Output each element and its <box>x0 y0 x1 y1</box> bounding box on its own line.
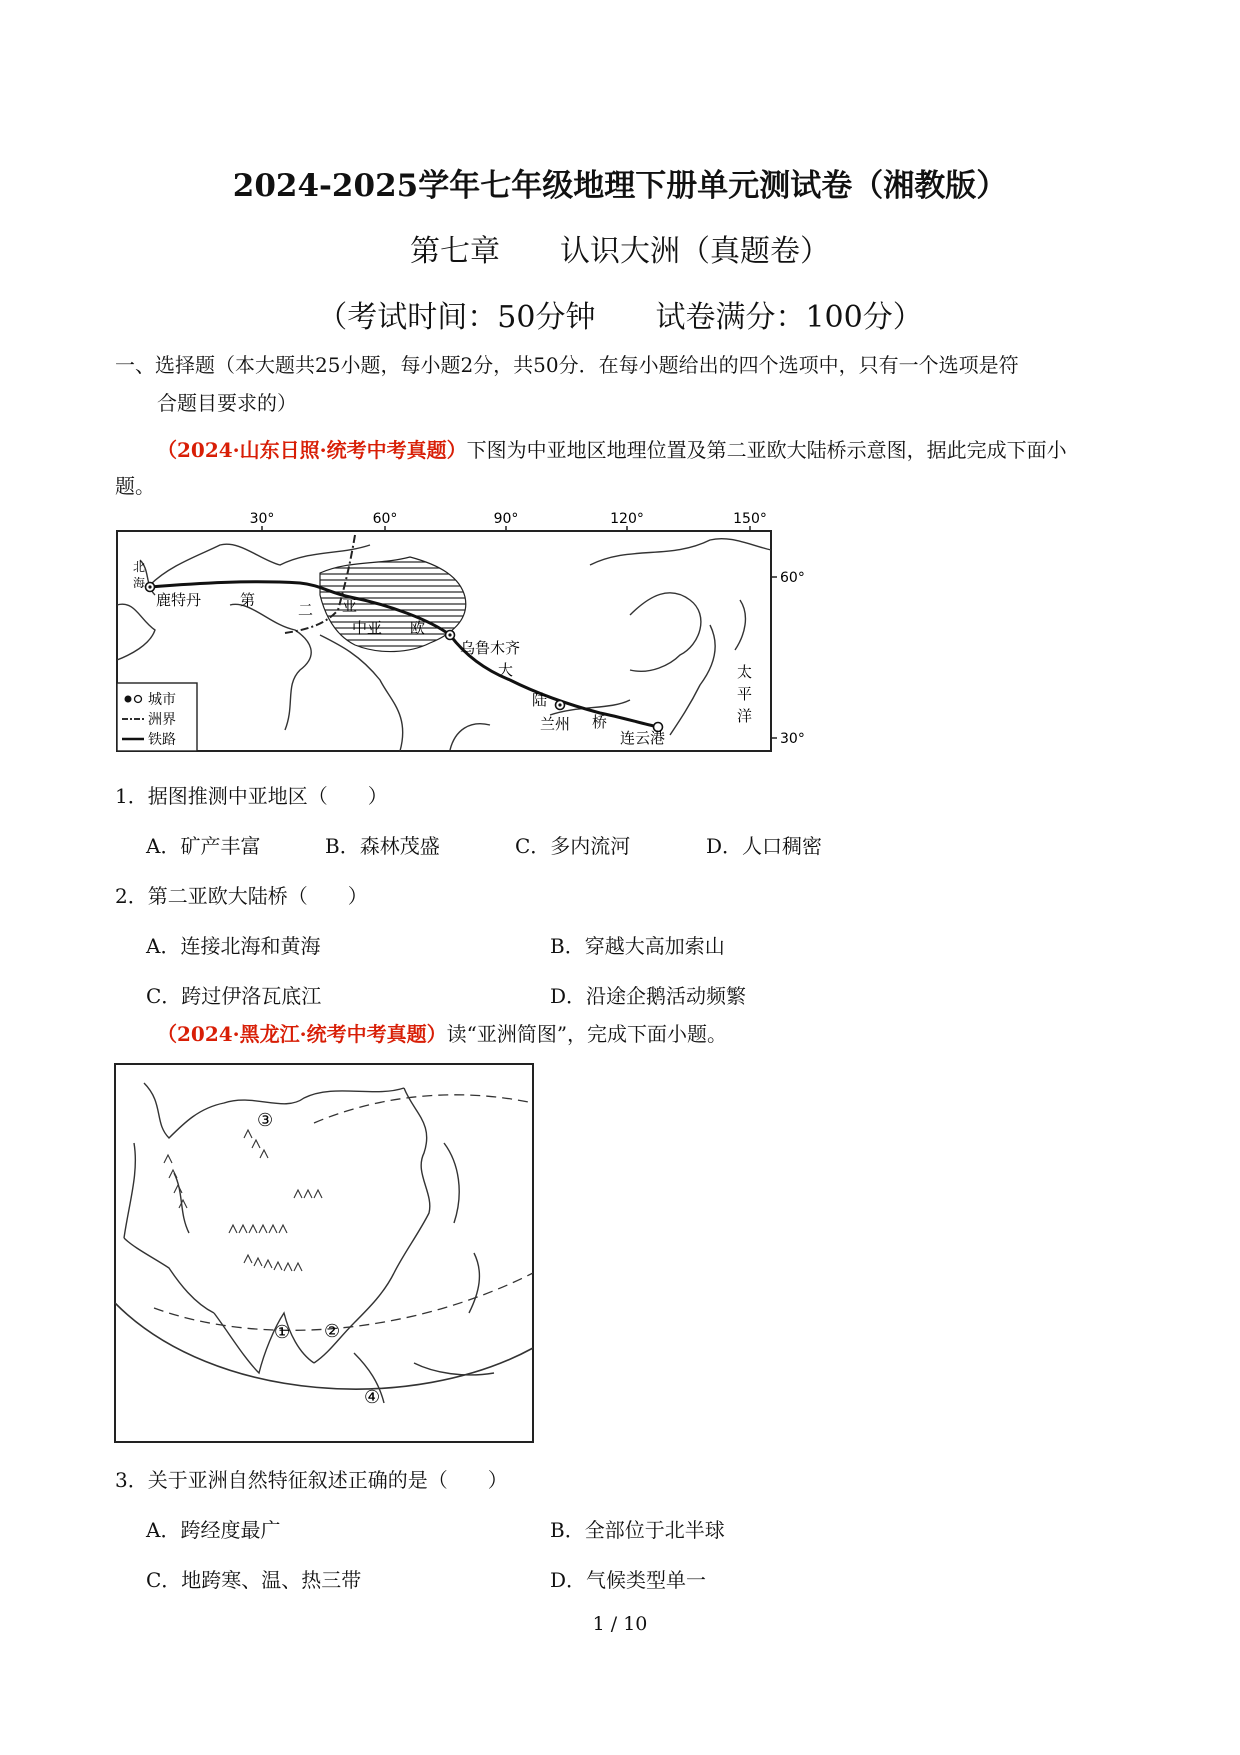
bridge-char-4: 欧 <box>410 619 426 637</box>
label-north-sea-2: 海 <box>133 576 146 590</box>
label-north-sea-1: 北 <box>133 560 146 574</box>
central-asia-map <box>110 505 830 755</box>
bridge-char-1: 第 <box>240 591 256 609</box>
bridge-char-2: 二 <box>298 601 314 619</box>
map-frame <box>117 531 771 751</box>
group1-intro <box>115 432 1135 504</box>
label-pacific-1: 太 <box>737 663 753 681</box>
label-pacific-3: 洋 <box>737 707 753 725</box>
marker-3: ③ <box>257 1110 274 1131</box>
map-legend <box>117 683 197 751</box>
bridge-char-5: 大 <box>498 661 514 679</box>
q1-option-a[interactable]: A．矿产丰富 <box>146 834 261 858</box>
question-3-stem: 3．关于亚洲自然特征叙述正确的是（ ） <box>115 1468 508 1492</box>
question-2-stem: 2．第二亚欧大陆桥（ ） <box>115 884 368 908</box>
q3-option-c[interactable]: C．地跨寒、温、热三带 <box>146 1568 362 1592</box>
marker-1: ① <box>274 1322 291 1343</box>
label-urumqi: 乌鲁木齐 <box>460 639 521 657</box>
label-pacific-2: 平 <box>737 685 753 703</box>
marker-4: ④ <box>364 1387 381 1408</box>
asia-sketch-map <box>114 1063 534 1443</box>
lon-label-60: 60° <box>372 511 398 527</box>
bridge-char-6: 陆 <box>532 691 548 709</box>
lon-label-120: 120° <box>610 511 644 527</box>
group2-intro <box>115 1016 1177 1052</box>
lat-label-30: 30° <box>780 731 805 747</box>
group1-intro-cont: 题。 <box>115 474 155 498</box>
q3-option-d[interactable]: D．气候类型单一 <box>550 1568 707 1592</box>
lon-label-30: 30° <box>249 511 275 527</box>
group1-intro-text: 下图为中亚地区地理位置及第二亚欧大陆桥示意图，据此完成下面小 <box>466 438 1067 462</box>
label-central-asia: 中亚 <box>352 619 383 637</box>
group1-source: （2024·山东日照·统考中考真题） <box>157 438 467 462</box>
q2-option-b[interactable]: B．穿越大高加索山 <box>550 934 725 958</box>
lon-label-150: 150° <box>733 511 767 527</box>
q3-option-a[interactable]: A．跨经度最广 <box>146 1518 281 1542</box>
legend-boundary: 洲界 <box>148 712 176 728</box>
bridge-char-7: 桥 <box>592 713 608 731</box>
lon-label-90: 90° <box>493 511 519 527</box>
exam-info: （考试时间：50分钟 试卷满分：100分） <box>317 300 923 335</box>
label-rotterdam: 鹿特丹 <box>156 591 202 609</box>
group2-source: （2024·黑龙江·统考中考真题） <box>157 1022 447 1046</box>
legend-railway: 铁路 <box>148 732 176 748</box>
section-heading <box>115 346 1135 422</box>
chapter-title: 第七章 认识大洲（真题卷） <box>410 234 830 269</box>
marker-2: ② <box>324 1321 341 1342</box>
group2-intro-text: 读“亚洲简图”，完成下面小题。 <box>446 1022 728 1046</box>
q2-option-c[interactable]: C．跨过伊洛瓦底江 <box>146 984 322 1008</box>
section-heading-line1: 一、选择题（本大题共25小题，每小题2分，共50分．在每小题给出的四个选项中，只有一个选项是符 <box>115 353 1019 377</box>
section-heading-line2: 合题目要求的） <box>157 391 297 415</box>
bridge-char-3: 亚 <box>342 597 358 615</box>
q2-option-a[interactable]: A．连接北海和黄海 <box>146 934 321 958</box>
q2-option-d[interactable]: D．沿途企鹅活动频繁 <box>550 984 747 1008</box>
legend-city: 城市 <box>148 692 176 708</box>
question-1-stem: 1．据图推测中亚地区（ ） <box>115 784 388 808</box>
asia-map-frame <box>115 1064 533 1442</box>
q1-option-d[interactable]: D．人口稠密 <box>706 834 823 858</box>
q3-option-b[interactable]: B．全部位于北半球 <box>550 1518 725 1542</box>
label-lanzhou: 兰州 <box>540 715 571 733</box>
q1-option-c[interactable]: C．多内流河 <box>515 834 631 858</box>
q1-option-b[interactable]: B．森林茂盛 <box>325 834 440 858</box>
label-lianyungang: 连云港 <box>620 729 666 747</box>
page-number: 1 / 10 <box>592 1613 648 1635</box>
lat-label-60: 60° <box>780 570 805 586</box>
page-title: 2024-2025学年七年级地理下册单元测试卷（湘教版） <box>232 168 1008 204</box>
